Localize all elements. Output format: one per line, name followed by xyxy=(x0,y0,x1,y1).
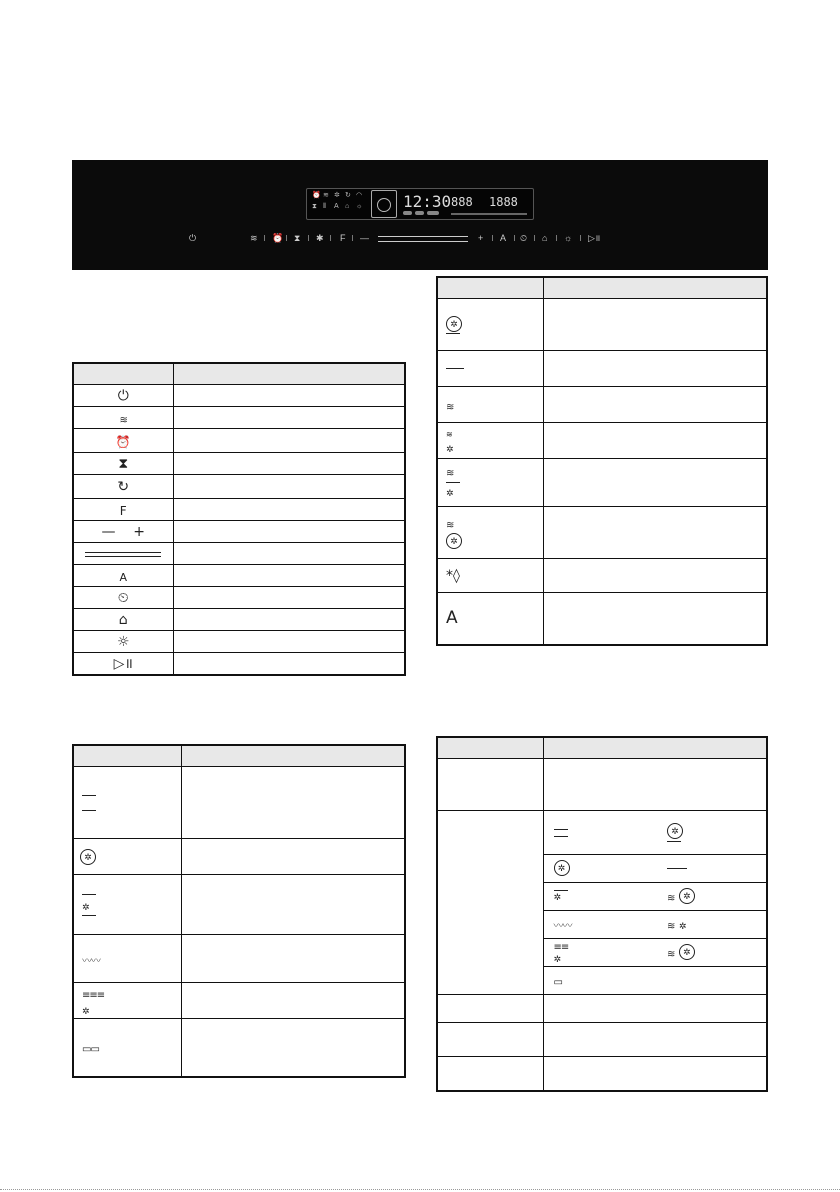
top-bottom-heat-icon xyxy=(82,795,96,796)
progress-bar xyxy=(451,213,527,215)
bottom-element-icon: ▭ xyxy=(553,976,562,988)
auto-icon: A xyxy=(446,608,458,629)
top-fan-icon: ✲ xyxy=(553,893,562,903)
indicator-pill xyxy=(403,211,412,215)
grill-fan-icon: ✲ xyxy=(553,954,562,965)
timer-button[interactable]: ⏰ xyxy=(272,233,284,243)
fan-icon: ✲ xyxy=(80,849,96,865)
lcd-temperature: 888 xyxy=(451,195,473,209)
bottom-heat-icon: 〰〰 xyxy=(82,955,100,967)
oven-control-panel xyxy=(72,160,768,270)
lcd-weight: 1888 xyxy=(489,195,518,209)
f-button[interactable]: F xyxy=(340,233,346,243)
grill-button[interactable]: ≋ xyxy=(250,233,258,243)
header-col-2 xyxy=(543,737,767,759)
minus-button[interactable]: — xyxy=(360,233,369,243)
light-icon: ☼ xyxy=(116,634,130,650)
fan-underline-icon: ✲ xyxy=(446,316,462,332)
defrost-icon: ↻ xyxy=(117,479,130,495)
header-symbol xyxy=(73,363,173,385)
top-element-icon xyxy=(446,368,464,369)
fan-icon: ✲ xyxy=(554,860,570,876)
auto-button[interactable]: A xyxy=(500,233,507,243)
lock-icon: ⌂ xyxy=(118,612,128,628)
grill-icon: ≋ xyxy=(323,192,329,199)
f-icon: F xyxy=(119,503,127,518)
header-col-1 xyxy=(437,737,543,759)
hourglass-icon: ⧗ xyxy=(312,203,317,210)
light-button[interactable]: ☼ xyxy=(564,233,573,243)
grill-icon: ≋ xyxy=(119,414,127,426)
fan-icon: ✲ xyxy=(334,192,340,199)
slider-icon xyxy=(85,552,161,557)
header-description xyxy=(543,277,767,299)
bars-icon: ⦀ xyxy=(323,203,327,210)
hourglass-button[interactable]: ⧗ xyxy=(294,233,301,243)
bottom-heat-icon: 〰〰 xyxy=(553,920,572,932)
lock-icon: ⌂ xyxy=(345,203,350,210)
grill-fan-combo-icon: ≋ xyxy=(446,519,454,531)
grill-bottom-fan-icon: ≋ xyxy=(446,468,454,479)
power-button[interactable]: ⏻ xyxy=(189,233,197,243)
bottom-element-icon: ▭▭ xyxy=(82,1044,99,1056)
lcd-time: 12:30 xyxy=(403,192,452,211)
hourglass-icon: ⧗ xyxy=(118,456,129,472)
heating-modes-table-right: ✲ ≋ ≋ ✲ ≋ ✲ ≋ ✲ *◊ A xyxy=(436,276,768,646)
defrost-button[interactable]: ✱ xyxy=(316,233,324,243)
indicator-pill xyxy=(415,211,424,215)
alarm-icon: ⏰ xyxy=(312,192,321,199)
minus-plus-icon: — + xyxy=(101,524,146,540)
start-pause-button[interactable]: ▷॥ xyxy=(588,233,601,243)
header-symbol xyxy=(73,745,181,767)
lcd-display xyxy=(306,188,534,220)
lock-button[interactable]: ⌂ xyxy=(542,233,548,243)
heating-modes-table-left: ✲ ✲ 〰〰 ≡≡≡ ✲ ▭▭ xyxy=(72,744,406,1078)
auto-icon: A xyxy=(334,203,339,210)
wifi-icon: ◠ xyxy=(356,192,363,199)
start-pause-icon: ▷॥ xyxy=(113,655,133,672)
header-description xyxy=(173,363,405,385)
fan-icon: ✲ xyxy=(679,944,695,960)
plus-button[interactable]: + xyxy=(478,233,484,243)
grill-top-fan-icon: ✲ xyxy=(678,921,687,932)
grill-fan-small-icon: ≋ xyxy=(446,429,453,439)
light-icon: ☼ xyxy=(356,203,363,210)
dish-icon xyxy=(371,190,397,218)
value-slider[interactable] xyxy=(378,236,468,242)
header-symbol xyxy=(437,277,543,299)
fan-icon: ✲ xyxy=(667,823,683,839)
indicator-pill xyxy=(427,211,439,215)
grill-icon: ≋ xyxy=(446,401,454,413)
combinations-table: ✲ ✲ ✲ ≋ ✲ 〰〰 ≋ ✲ ≡≡ ✲ ≋ ✲ ▭ xyxy=(436,736,768,1092)
auto-icon: A xyxy=(119,570,128,584)
top-fan-icon: ✲ xyxy=(82,902,90,913)
grill-fan-icon: ≡≡≡ xyxy=(82,989,105,1001)
child-lock-icon: ⏲ xyxy=(117,590,129,606)
top-element-icon xyxy=(667,868,687,869)
timer-icon: ⏰ xyxy=(115,434,131,449)
controls-table xyxy=(72,362,406,676)
header-description xyxy=(181,745,405,767)
page-bottom-rule xyxy=(0,1189,840,1190)
steam-icon: *◊ xyxy=(446,568,460,584)
defrost-icon: ↻ xyxy=(345,192,351,199)
power-icon: ⏻ xyxy=(117,388,129,404)
fan-icon: ✲ xyxy=(679,888,695,904)
child-lock-button[interactable]: ⏲ xyxy=(520,233,528,243)
